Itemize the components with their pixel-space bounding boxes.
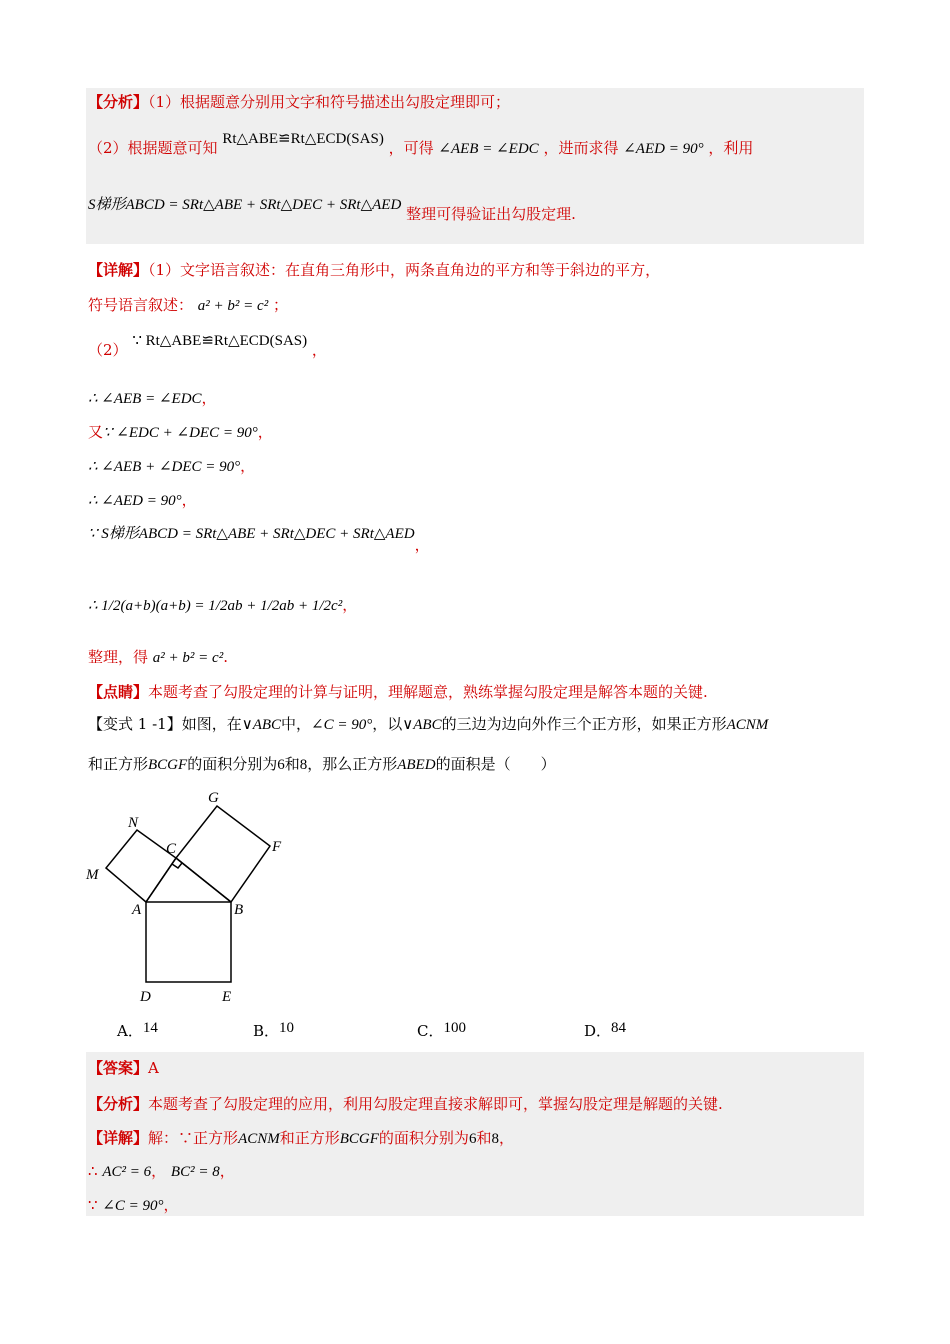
math-area-sum: S梯形ABCD = SRt△ABE + SRt△DEC + SRt△AED xyxy=(88,197,402,213)
variant-line-1: 【变式 1 -1】如图，在∨ABC中，∠C = 90°，以∨ABC的三边为边向外作三个正方形，如果正方形ACNM xyxy=(88,715,769,733)
answer-detail-line: 【详解】解：∵正方形ACNM和正方形BCGF的面积分别为6和8， xyxy=(88,1129,514,1147)
squares-figure xyxy=(80,786,300,1006)
detail-line-2: 符号语言叙述： a² + b² = c² ； xyxy=(88,296,288,314)
step-1: ∴ ∠AEB = ∠EDC， xyxy=(88,389,217,407)
comment-line: 【点睛】本题考查了勾股定理的计算与证明，理解题意，熟练掌握勾股定理是解答本题的关键. xyxy=(88,683,708,701)
label-c: C xyxy=(166,841,177,857)
step-5: ∵ S梯形ABCD = SRt△ABE + SRt△DEC + SRt△AED， xyxy=(88,526,430,554)
analysis-line-1: 【分析】（1）根据题意分别用文字和符号描述出勾股定理即可； xyxy=(88,93,511,111)
analysis-line-3: S梯形ABCD = SRt△ABE + SRt△DEC + SRt△AED 整理可得验证出勾股定理. xyxy=(88,197,576,223)
math-congruence: Rt△ABE≌Rt△ECD(SAS) xyxy=(222,131,384,147)
step-4: ∴ ∠AED = 90°， xyxy=(88,491,197,509)
label-b: B xyxy=(234,902,244,918)
label-d: D xyxy=(140,989,151,1005)
detail-line-3: （2） ∵ Rt△ABE≌Rt△ECD(SAS) ， xyxy=(88,333,327,359)
detail-line-1: 【详解】（1）文字语言叙述：在直角三角形中，两条直角边的平方和等于斜边的平方， xyxy=(88,261,661,279)
math-angle-aed: ∠AED = 90° xyxy=(623,141,704,157)
label-e: E xyxy=(222,989,232,1005)
label-f: F xyxy=(272,839,282,855)
label-n: N xyxy=(128,815,139,831)
answer-step-1: ∴ AC² = 6， BC² = 8， xyxy=(88,1162,235,1180)
step-3: ∴ ∠AEB + ∠DEC = 90°， xyxy=(88,457,256,475)
square-abed xyxy=(146,902,231,982)
math-angle-equal: ∠AEB = ∠EDC xyxy=(438,141,539,157)
step-2: 又∵ ∠EDC + ∠DEC = 90°， xyxy=(88,423,273,441)
right-angle-mark xyxy=(172,863,182,868)
label-m: M xyxy=(86,867,99,883)
square-bcgf xyxy=(176,806,270,902)
option-a[interactable]: A．14 xyxy=(117,1020,158,1040)
math-because-congruence: ∵ Rt△ABE≌Rt△ECD(SAS) xyxy=(132,333,308,349)
option-c[interactable]: C．100 xyxy=(417,1020,466,1040)
analysis-line-2: （2）根据题意可知 Rt△ABE≌Rt△ECD(SAS) ，可得 ∠AEB = ∠EDC ，进而求得 ∠AED = 90° ，利用 xyxy=(88,131,754,157)
triangle-abc xyxy=(146,858,231,902)
option-b[interactable]: B．10 xyxy=(253,1020,295,1040)
step-6: ∴ 1/2(a+b)(a+b) = 1/2ab + 1/2ab + 1/2c²， xyxy=(88,596,358,614)
label-a: A xyxy=(132,902,142,918)
math-pythagoras: a² + b² = c² xyxy=(197,298,269,314)
step-7: 整理，得 a² + b² = c². xyxy=(88,648,228,666)
answer-analysis-line: 【分析】本题考查了勾股定理的应用，利用勾股定理直接求解即可，掌握勾股定理是解题的关键. xyxy=(88,1095,723,1113)
label-g: G xyxy=(208,790,219,806)
variant-line-2: 和正方形BCGF的面积分别为6和8，那么正方形ABED的面积是（ ） xyxy=(88,755,556,773)
answer-step-2: ∵ ∠C = 90°， xyxy=(88,1196,179,1214)
option-d[interactable]: D．84 xyxy=(584,1020,627,1040)
answer-line: 【答案】A xyxy=(88,1059,159,1077)
